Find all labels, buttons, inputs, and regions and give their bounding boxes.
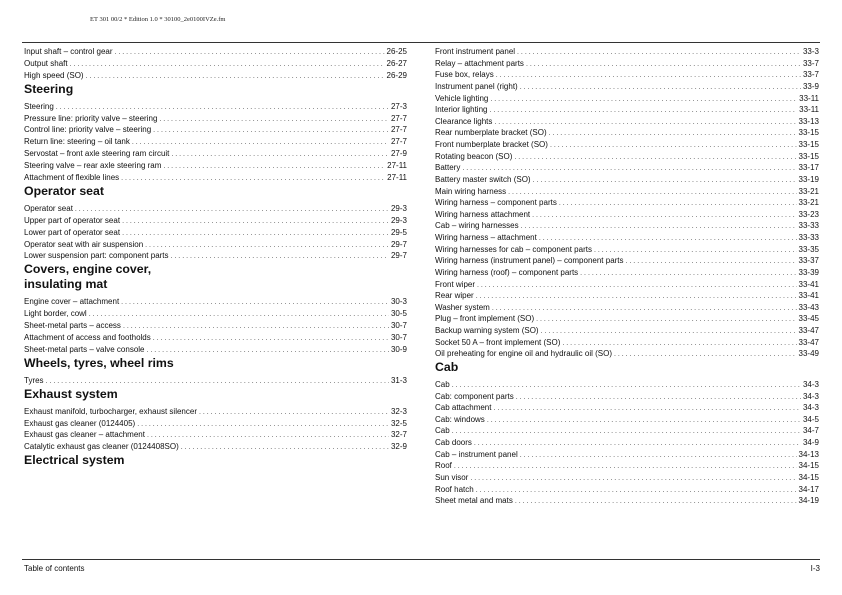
section-heading: [24, 387, 407, 402]
dot-leader: [515, 496, 797, 508]
toc-entry[interactable]: [24, 332, 407, 344]
entry-page: 33-21: [798, 198, 819, 208]
toc-section: [24, 356, 407, 387]
dot-leader: [122, 216, 389, 228]
entry-title: Front numberplate bracket (SO): [435, 140, 548, 149]
entry-page: 31-3: [390, 375, 407, 385]
dot-leader: [454, 461, 797, 473]
heading-line: Electrical system: [24, 453, 125, 468]
dot-leader: [121, 173, 385, 185]
entry-title: Front instrument panel: [435, 47, 516, 56]
entry-title: Steering valve – rear axle steering ram: [24, 161, 162, 171]
dot-leader: [199, 407, 389, 419]
entry-page: 34-15: [798, 472, 819, 482]
entry-title: Roof: [435, 461, 452, 471]
toc-entry[interactable]: [435, 290, 819, 302]
toc-entry[interactable]: [435, 93, 819, 105]
entry-page: 34-3: [802, 379, 819, 389]
entry-page: 29-3: [390, 215, 407, 225]
entry-page: 34-9: [802, 438, 819, 447]
entry-title: Cab – wiring harnesses: [435, 221, 519, 231]
entry-title: Return line: steering – oil tank: [24, 137, 130, 147]
entry-page: 33-9: [802, 81, 819, 91]
toc-section: [24, 262, 407, 355]
dot-leader: [115, 47, 385, 59]
dot-leader: [580, 268, 796, 280]
entry-page: 30-3: [390, 297, 407, 307]
dot-leader: [132, 137, 389, 149]
toc-entry[interactable]: [24, 215, 407, 227]
entry-title: Sheet metal and mats: [435, 496, 513, 506]
entry-title: Cab attachment: [435, 403, 492, 413]
dot-leader: [532, 210, 796, 222]
document-header: ET 301 00/2 * Edition 1.0 * 30100_2e0100IVZe.fm: [90, 16, 226, 23]
entry-title: Washer system: [435, 302, 490, 312]
entry-title: Exhaust gas cleaner – attachment: [24, 430, 145, 440]
entry-page: 33-15: [798, 128, 819, 138]
entry-page: 26-25: [386, 47, 407, 56]
entry-title: Control line: priority valve – steering: [24, 125, 152, 135]
section-heading: [24, 82, 407, 97]
entry-page: 33-7: [802, 58, 819, 68]
entry-page: 27-7: [390, 125, 407, 135]
dot-leader: [559, 198, 797, 210]
toc-entry[interactable]: [24, 160, 407, 172]
entry-title: Lower part of operator seat: [24, 227, 121, 237]
dot-leader: [181, 442, 389, 454]
entry-title: Front wiper: [435, 279, 476, 289]
entry-title: Sheet-metal parts – valve console: [24, 344, 145, 354]
toc-entry[interactable]: [435, 255, 819, 267]
entry-title: Wiring harness (instrument panel) – component parts: [435, 256, 624, 266]
entry-page: 33-33: [798, 233, 819, 242]
dot-leader: [89, 309, 389, 321]
entry-title: Instrument panel (right): [435, 81, 518, 91]
toc-entry[interactable]: [435, 69, 819, 81]
entry-page: 33-11: [799, 105, 819, 115]
entry-title: Interior lighting: [435, 105, 488, 115]
toc-entry[interactable]: [435, 186, 819, 198]
dot-leader: [614, 349, 797, 361]
entry-title: Attachment of flexible lines: [24, 173, 120, 183]
toc-section: [24, 453, 407, 468]
entry-title: Pressure line: priority valve – steering: [24, 113, 158, 123]
entry-title: Rotating beacon (SO): [435, 151, 513, 161]
entry-page: 27-7: [390, 137, 407, 147]
toc-entry[interactable]: [435, 279, 819, 291]
entry-page: 34-13: [798, 449, 819, 459]
entry-page: 33-41: [798, 279, 819, 289]
dot-leader: [137, 419, 389, 431]
dot-leader: [520, 450, 797, 462]
entry-page: 33-21: [798, 186, 819, 196]
toc-entry[interactable]: [435, 209, 819, 221]
dot-leader: [171, 251, 389, 263]
dot-leader: [147, 345, 389, 357]
dot-leader: [493, 403, 801, 415]
toc-entry[interactable]: [24, 308, 407, 320]
dot-leader: [594, 245, 797, 257]
entry-page: 34-7: [802, 426, 819, 436]
toc-entry[interactable]: [435, 197, 819, 209]
dot-leader: [496, 70, 801, 82]
entry-title: Cab: [435, 426, 450, 436]
toc-entry[interactable]: [435, 460, 819, 472]
entry-title: High speed (SO): [24, 70, 84, 80]
dot-leader: [163, 161, 385, 173]
entry-page: 29-5: [390, 227, 407, 237]
entry-page: 33-37: [798, 256, 819, 266]
toc-entry[interactable]: [435, 174, 819, 186]
toc-entry[interactable]: [24, 46, 407, 58]
dot-leader: [487, 415, 801, 427]
header-rule: [22, 42, 820, 43]
entry-page: 27-7: [390, 113, 407, 123]
entry-title: Operator seat: [24, 203, 73, 213]
toc-entry[interactable]: [435, 313, 819, 325]
dot-leader: [550, 140, 797, 152]
toc-entry[interactable]: [435, 484, 819, 496]
toc-entry[interactable]: [24, 441, 407, 453]
toc-entry[interactable]: [435, 391, 819, 403]
toc-entry[interactable]: [435, 104, 819, 116]
entry-title: Backup warning system (SO): [435, 326, 539, 335]
entry-page: 34-3: [802, 403, 819, 413]
entry-title: Catalytic exhaust gas cleaner (0124408SO): [24, 442, 179, 452]
toc-section: [435, 46, 819, 360]
entry-page: 34-19: [798, 496, 819, 506]
entry-page: 34-5: [802, 414, 819, 424]
entry-title: Operator seat with air suspension: [24, 239, 144, 249]
dot-leader: [477, 280, 797, 292]
heading-line: Cab: [435, 359, 459, 374]
entry-title: Wiring harness (roof) – component parts: [435, 267, 579, 277]
entry-title: Servostat – front axle steering ram circuit: [24, 149, 170, 159]
dot-leader: [75, 204, 389, 216]
entry-page: 32-3: [390, 406, 407, 416]
toc-entry[interactable]: [435, 337, 819, 349]
entry-title: Wiring harnesses for cab – component parts: [435, 244, 592, 254]
entry-title: Upper part of operator seat: [24, 215, 121, 225]
toc-entry[interactable]: [24, 172, 407, 184]
toc-entry[interactable]: [435, 139, 819, 151]
dot-leader: [521, 221, 797, 233]
entry-title: Roof hatch: [435, 484, 474, 494]
entry-title: Tyres: [24, 375, 44, 385]
entry-title: Plug – front implement (SO): [435, 314, 535, 324]
toc-entry[interactable]: [24, 227, 407, 239]
entry-page: 33-3: [802, 47, 819, 56]
toc-right-column: [435, 46, 819, 507]
dot-leader: [549, 128, 797, 140]
entry-title: Main wiring harness: [435, 186, 507, 196]
toc-entry[interactable]: [435, 232, 819, 244]
toc-entry[interactable]: [24, 250, 407, 262]
section-heading: [24, 262, 407, 292]
entry-page: 33-49: [798, 349, 819, 359]
entry-title: Wiring harness – component parts: [435, 198, 557, 208]
entry-page: 29-3: [390, 203, 407, 213]
dot-leader: [474, 438, 801, 450]
entry-page: 29-7: [390, 251, 407, 261]
toc-entry[interactable]: [435, 302, 819, 314]
entry-page: 33-7: [802, 70, 819, 80]
section-heading: [24, 184, 407, 199]
toc-entry[interactable]: [435, 127, 819, 139]
entry-title: Battery master switch (SO): [435, 174, 531, 184]
entry-title: Cab – instrument panel: [435, 449, 518, 459]
toc-entry[interactable]: [24, 239, 407, 251]
entry-page: 33-15: [798, 140, 819, 149]
entry-page: 34-15: [798, 461, 819, 471]
toc-entry[interactable]: [24, 406, 407, 418]
heading-line: insulating mat: [24, 277, 108, 292]
dot-leader: [123, 321, 389, 333]
entry-page: 26-27: [386, 58, 407, 68]
toc-entry[interactable]: [435, 449, 819, 461]
entry-page: 33-47: [798, 337, 819, 347]
toc-entry[interactable]: [435, 46, 819, 58]
entry-title: Vehicle lighting: [435, 93, 489, 103]
dot-leader: [626, 256, 797, 268]
entry-page: 30-9: [390, 344, 407, 354]
dot-leader: [533, 175, 797, 187]
toc-entry[interactable]: [435, 325, 819, 337]
toc-entry[interactable]: [24, 418, 407, 430]
toc-entry[interactable]: [435, 425, 819, 437]
dot-leader: [489, 105, 797, 117]
dot-leader: [145, 240, 389, 252]
dot-leader: [492, 303, 797, 315]
entry-page: 33-43: [798, 302, 819, 312]
entry-title: Exhaust manifold, turbocharger, exhaust silencer: [24, 406, 197, 416]
entry-page: 33-17: [798, 163, 819, 173]
entry-page: 30-7: [390, 333, 407, 343]
entry-page: 30-7: [390, 321, 407, 331]
heading-line: Covers, engine cover,: [24, 262, 152, 277]
entry-page: 32-5: [390, 418, 407, 428]
dot-leader: [526, 59, 801, 71]
section-heading: [24, 356, 407, 371]
dot-leader: [46, 376, 389, 388]
dot-leader: [516, 392, 801, 404]
footer-rule: [22, 559, 820, 560]
dot-leader: [541, 326, 797, 338]
entry-title: Input shaft – control gear: [24, 47, 113, 56]
entry-page: 27-9: [390, 149, 407, 159]
entry-title: Cab: windows: [435, 414, 485, 424]
toc-left-column: [24, 46, 407, 472]
toc-entry[interactable]: [435, 348, 819, 360]
dot-leader: [514, 152, 796, 164]
dot-leader: [70, 59, 385, 71]
entry-title: Oil preheating for engine oil and hydraulic oil (SO): [435, 349, 612, 359]
entry-title: Light border, cowl: [24, 309, 87, 319]
toc-entry[interactable]: [435, 81, 819, 93]
entry-title: Clearance lights: [435, 116, 493, 126]
entry-page: 33-33: [798, 221, 819, 231]
toc-entry[interactable]: [435, 151, 819, 163]
toc-entry[interactable]: [24, 344, 407, 356]
toc-section: [24, 184, 407, 262]
dot-leader: [490, 94, 797, 106]
toc-entry[interactable]: [24, 375, 407, 387]
entry-title: Cab doors: [435, 438, 472, 447]
section-heading: [435, 360, 819, 375]
entry-page: 33-23: [798, 209, 819, 219]
toc-entry[interactable]: [435, 437, 819, 449]
entry-title: Lower suspension part: component parts: [24, 251, 169, 261]
entry-page: 33-35: [798, 244, 819, 254]
entry-title: Socket 50 A – front implement (SO): [435, 337, 561, 347]
heading-line: Exhaust system: [24, 386, 118, 401]
entry-title: Wiring harness attachment: [435, 209, 531, 219]
toc-entry[interactable]: [435, 220, 819, 232]
toc-entry[interactable]: [435, 402, 819, 414]
heading-line: Steering: [24, 81, 74, 96]
entry-page: 27-11: [387, 173, 407, 183]
entry-title: Sheet-metal parts – access: [24, 321, 121, 331]
entry-page: 34-17: [798, 484, 819, 494]
dot-leader: [86, 71, 385, 83]
dot-leader: [147, 430, 389, 442]
entry-page: 32-7: [390, 430, 407, 440]
toc-entry[interactable]: [435, 495, 819, 507]
entry-page: 33-45: [798, 314, 819, 324]
entry-page: 33-13: [798, 116, 819, 126]
toc-entry[interactable]: [24, 58, 407, 70]
toc-entry[interactable]: [435, 379, 819, 391]
entry-title: Battery: [435, 163, 461, 173]
entry-page: 29-7: [390, 239, 407, 249]
entry-title: Rear numberplate bracket (SO): [435, 128, 547, 138]
entry-page: 33-19: [798, 174, 819, 184]
toc-entry[interactable]: [24, 124, 407, 136]
dot-leader: [122, 228, 389, 240]
entry-title: Cab: [435, 379, 450, 389]
toc-section: [24, 387, 407, 454]
entry-page: 33-11: [799, 93, 819, 103]
section-heading: [24, 453, 407, 468]
heading-line: Wheels, tyres, wheel rims: [24, 355, 174, 370]
toc-entry[interactable]: [24, 113, 407, 125]
entry-title: Attachment of access and footholds: [24, 333, 151, 343]
dot-leader: [517, 47, 801, 59]
toc-entry[interactable]: [435, 58, 819, 70]
entry-title: Rear wiper: [435, 291, 474, 301]
dot-leader: [121, 297, 389, 309]
toc-entry[interactable]: [435, 414, 819, 426]
toc-entry[interactable]: [24, 148, 407, 160]
dot-leader: [159, 114, 389, 126]
dot-leader: [452, 426, 801, 438]
entry-page: 34-3: [802, 391, 819, 401]
dot-leader: [470, 473, 796, 485]
entry-title: Steering: [24, 101, 54, 111]
toc-section: [24, 82, 407, 184]
toc-section: [24, 46, 407, 82]
entry-page: 33-47: [798, 326, 819, 335]
toc-entry[interactable]: [435, 244, 819, 256]
entry-page: 33-15: [798, 151, 819, 161]
toc-entry[interactable]: [435, 472, 819, 484]
entry-title: Relay – attachment parts: [435, 58, 524, 68]
dot-leader: [476, 485, 797, 497]
entry-title: Fuse box, relays: [435, 70, 494, 80]
toc-entry[interactable]: [24, 136, 407, 148]
toc-entry[interactable]: [435, 162, 819, 174]
dot-leader: [153, 125, 389, 137]
entry-page: 26-29: [386, 70, 407, 80]
entry-title: Exhaust gas cleaner (0124405): [24, 418, 136, 428]
toc-entry[interactable]: [24, 429, 407, 441]
toc-entry[interactable]: [435, 116, 819, 128]
page-number: I-3: [810, 564, 820, 573]
toc-entry[interactable]: [24, 203, 407, 215]
entry-page: 33-39: [798, 267, 819, 277]
entry-title: Engine cover – attachment: [24, 297, 120, 307]
toc-entry[interactable]: [24, 320, 407, 332]
dot-leader: [536, 314, 796, 326]
toc-entry[interactable]: [24, 70, 407, 82]
footer-title: Table of contents: [24, 564, 85, 573]
entry-title: Wiring harness – attachment: [435, 233, 537, 242]
dot-leader: [171, 149, 389, 161]
dot-leader: [153, 333, 389, 345]
toc-entry[interactable]: [24, 101, 407, 113]
toc-entry[interactable]: [24, 296, 407, 308]
entry-page: 32-9: [390, 442, 407, 452]
toc-section: [435, 360, 819, 507]
entry-title: Sun visor: [435, 472, 469, 482]
entry-title: Cab: component parts: [435, 391, 514, 401]
entry-page: 30-5: [390, 309, 407, 319]
entry-page: 27-11: [387, 161, 407, 171]
dot-leader: [476, 291, 797, 303]
toc-entry[interactable]: [435, 267, 819, 279]
entry-page: 33-41: [798, 291, 819, 301]
heading-line: Operator seat: [24, 183, 104, 198]
dot-leader: [520, 82, 801, 94]
entry-page: 27-3: [390, 101, 407, 111]
entry-title: Output shaft: [24, 58, 68, 68]
